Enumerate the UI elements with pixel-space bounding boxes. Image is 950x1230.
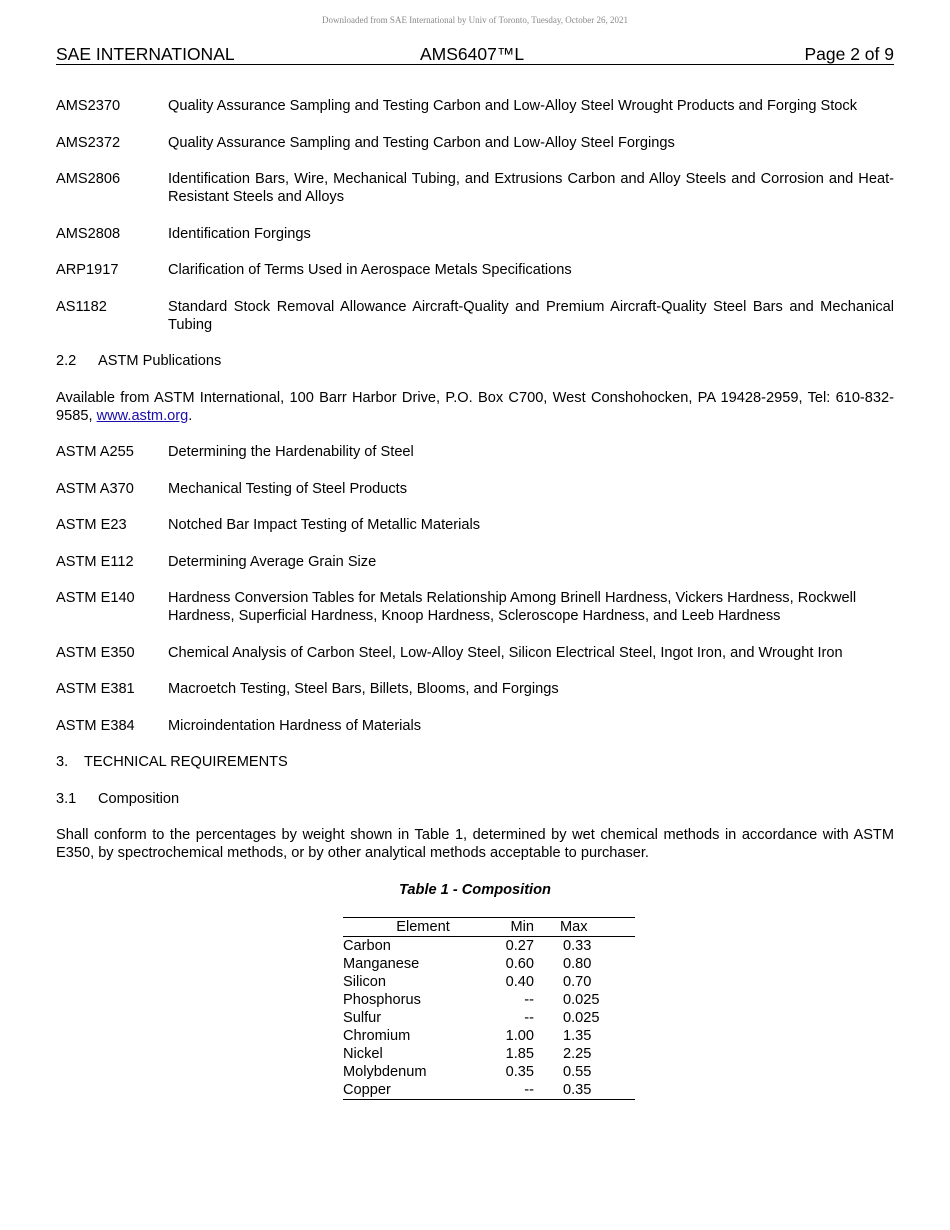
header-org: SAE INTERNATIONAL — [56, 44, 235, 64]
header-page-number: Page 2 of 9 — [804, 44, 894, 64]
reference-item — [56, 553, 894, 571]
reference-code: ASTM E381 — [56, 681, 135, 697]
table-row — [343, 973, 635, 991]
reference-title: Determining Average Grain Size — [168, 553, 377, 570]
reference-code: AS1182 — [56, 298, 107, 315]
sae-reference-list — [56, 97, 894, 334]
table-row — [343, 955, 635, 973]
header-doc-id: AMS6407™L — [420, 44, 525, 64]
reference-title: Notched Bar Impact Testing of Metallic Materials — [168, 517, 481, 533]
table-row — [343, 936, 635, 955]
reference-code: ASTM E112 — [56, 553, 134, 570]
reference-code: ASTM A255 — [56, 444, 134, 460]
reference-title: Clarification of Terms Used in Aerospace Metals Specifications — [168, 262, 572, 278]
composition-paragraph: Shall conform to the percentages by weight shown in Table 1, determined by wet chemical methods in accordance with ASTM E350, by spectrochemical methods, or by other analytical methods acceptable to purchaser. — [56, 827, 894, 861]
reference-code: ASTM E23 — [56, 517, 127, 533]
cell-element: Sulfur — [343, 1009, 382, 1026]
reference-code: ASTM E384 — [56, 717, 135, 734]
reference-item — [56, 134, 894, 152]
section-number: 3.1 — [56, 790, 77, 807]
reference-code: AMS2806 — [56, 171, 121, 187]
cell-min: 0.60 — [505, 955, 534, 972]
table-row — [343, 1009, 635, 1027]
reference-title: Identification Bars, Wire, Mechanical Tubing, and Extrusions Carbon and Alloy Steels and Corrosion and Heat-Resistant Steels and Alloys — [168, 171, 894, 205]
cell-element: Molybdenum — [343, 1063, 427, 1080]
reference-item — [56, 589, 894, 625]
reference-title: Mechanical Testing of Steel Products — [168, 480, 408, 497]
section-title: TECHNICAL REQUIREMENTS — [84, 754, 288, 770]
reference-code: ARP1917 — [56, 262, 119, 278]
reference-item — [56, 298, 894, 334]
section-number: 3. — [56, 754, 69, 770]
reference-item — [56, 516, 894, 534]
cell-element: Phosphorus — [343, 991, 421, 1008]
reference-title: Quality Assurance Sampling and Testing Carbon and Low-Alloy Steel Forgings — [168, 134, 675, 151]
reference-item — [56, 480, 894, 498]
section-title: ASTM Publications — [98, 353, 222, 369]
reference-title: Chemical Analysis of Carbon Steel, Low-Alloy Steel, Silicon Electrical Steel, Ingot Iron, and Wrought Iron — [168, 644, 843, 661]
section-title: Composition — [98, 790, 180, 807]
cell-min: -- — [524, 1009, 534, 1026]
cell-min: 0.27 — [505, 937, 534, 954]
astm-intro-text: Available from ASTM International, 100 Barr Harbor Drive, P.O. Box C700, West Conshohocken, PA 19428-2959, Tel: 610-832-9585, — [56, 389, 894, 424]
reference-title: Quality Assurance Sampling and Testing Carbon and Low-Alloy Steel Wrought Products and Forging Stock — [168, 98, 857, 114]
cell-element: Nickel — [343, 1045, 383, 1062]
reference-item — [56, 680, 894, 698]
reference-code: ASTM E140 — [56, 590, 135, 606]
cell-max: 2.25 — [563, 1045, 592, 1062]
cell-min: 0.40 — [505, 973, 534, 990]
reference-title: Hardness Conversion Tables for Metals Relationship Among Brinell Hardness, Vickers Hardness, Rockwell Hardness, Superficial Hardness, Knoop Hardness, Scleroscope Hardness, and Leeb Hardness — [168, 590, 857, 624]
reference-code: ASTM E350 — [56, 644, 135, 661]
table-row — [343, 1081, 635, 1100]
reference-title: Standard Stock Removal Allowance Aircraft-Quality and Premium Aircraft-Quality Steel Bars and Mechanical Tubing — [168, 298, 894, 333]
column-header-min: Min — [503, 917, 534, 936]
column-header-element: Element — [343, 917, 503, 936]
astm-website-link[interactable]: www.astm.org — [96, 407, 189, 424]
reference-title: Macroetch Testing, Steel Bars, Billets, Blooms, and Forgings — [168, 681, 559, 697]
reference-code: AMS2808 — [56, 225, 121, 242]
reference-item — [56, 170, 894, 206]
reference-code: AMS2370 — [56, 98, 121, 114]
reference-title: Determining the Hardenability of Steel — [168, 444, 414, 460]
cell-max: 0.33 — [563, 937, 592, 954]
download-watermark: Downloaded from SAE International by Univ of Toronto, Tuesday, October 26, 2021 — [321, 15, 629, 25]
cell-element: Carbon — [343, 937, 391, 954]
cell-max: 0.55 — [563, 1063, 592, 1080]
table-row — [343, 991, 635, 1009]
reference-code: AMS2372 — [56, 134, 121, 151]
cell-max: 0.70 — [563, 973, 592, 990]
composition-table — [343, 917, 635, 1100]
column-header-max: Max — [534, 917, 635, 936]
cell-max: 0.025 — [563, 991, 600, 1008]
cell-max: 0.35 — [534, 1081, 635, 1100]
astm-availability-paragraph — [56, 389, 894, 425]
table-caption: Table 1 - Composition — [399, 881, 551, 898]
table-row — [343, 1027, 635, 1045]
reference-item — [56, 225, 894, 243]
reference-item — [56, 717, 894, 735]
cell-max: 0.80 — [563, 955, 592, 972]
table-row — [343, 1063, 635, 1081]
cell-element: Manganese — [343, 955, 420, 972]
section-heading-2-2 — [56, 352, 894, 370]
section-heading-3-1 — [56, 790, 894, 808]
reference-title: Microindentation Hardness of Materials — [168, 717, 422, 734]
page-header — [56, 44, 894, 65]
cell-min: 0.35 — [505, 1063, 534, 1080]
reference-item — [56, 644, 894, 662]
table-row — [343, 1045, 635, 1063]
astm-intro-end: . — [188, 407, 193, 424]
astm-reference-list — [56, 443, 894, 735]
reference-code: ASTM A370 — [56, 480, 134, 497]
reference-item — [56, 443, 894, 461]
cell-min: -- — [503, 1081, 534, 1100]
cell-max: 1.35 — [563, 1027, 592, 1044]
cell-min: -- — [524, 991, 534, 1008]
reference-title: Identification Forgings — [168, 225, 311, 242]
cell-min: 1.00 — [505, 1027, 534, 1044]
cell-max: 0.025 — [563, 1009, 600, 1026]
cell-element: Copper — [343, 1081, 503, 1100]
section-heading-3 — [56, 753, 894, 771]
page-content — [56, 97, 894, 1100]
cell-element: Silicon — [343, 973, 386, 990]
cell-min: 1.85 — [505, 1045, 534, 1062]
reference-item — [56, 261, 894, 279]
table-header-row — [343, 917, 635, 936]
section-number: 2.2 — [56, 353, 77, 369]
cell-element: Chromium — [343, 1027, 411, 1044]
reference-item — [56, 97, 894, 115]
